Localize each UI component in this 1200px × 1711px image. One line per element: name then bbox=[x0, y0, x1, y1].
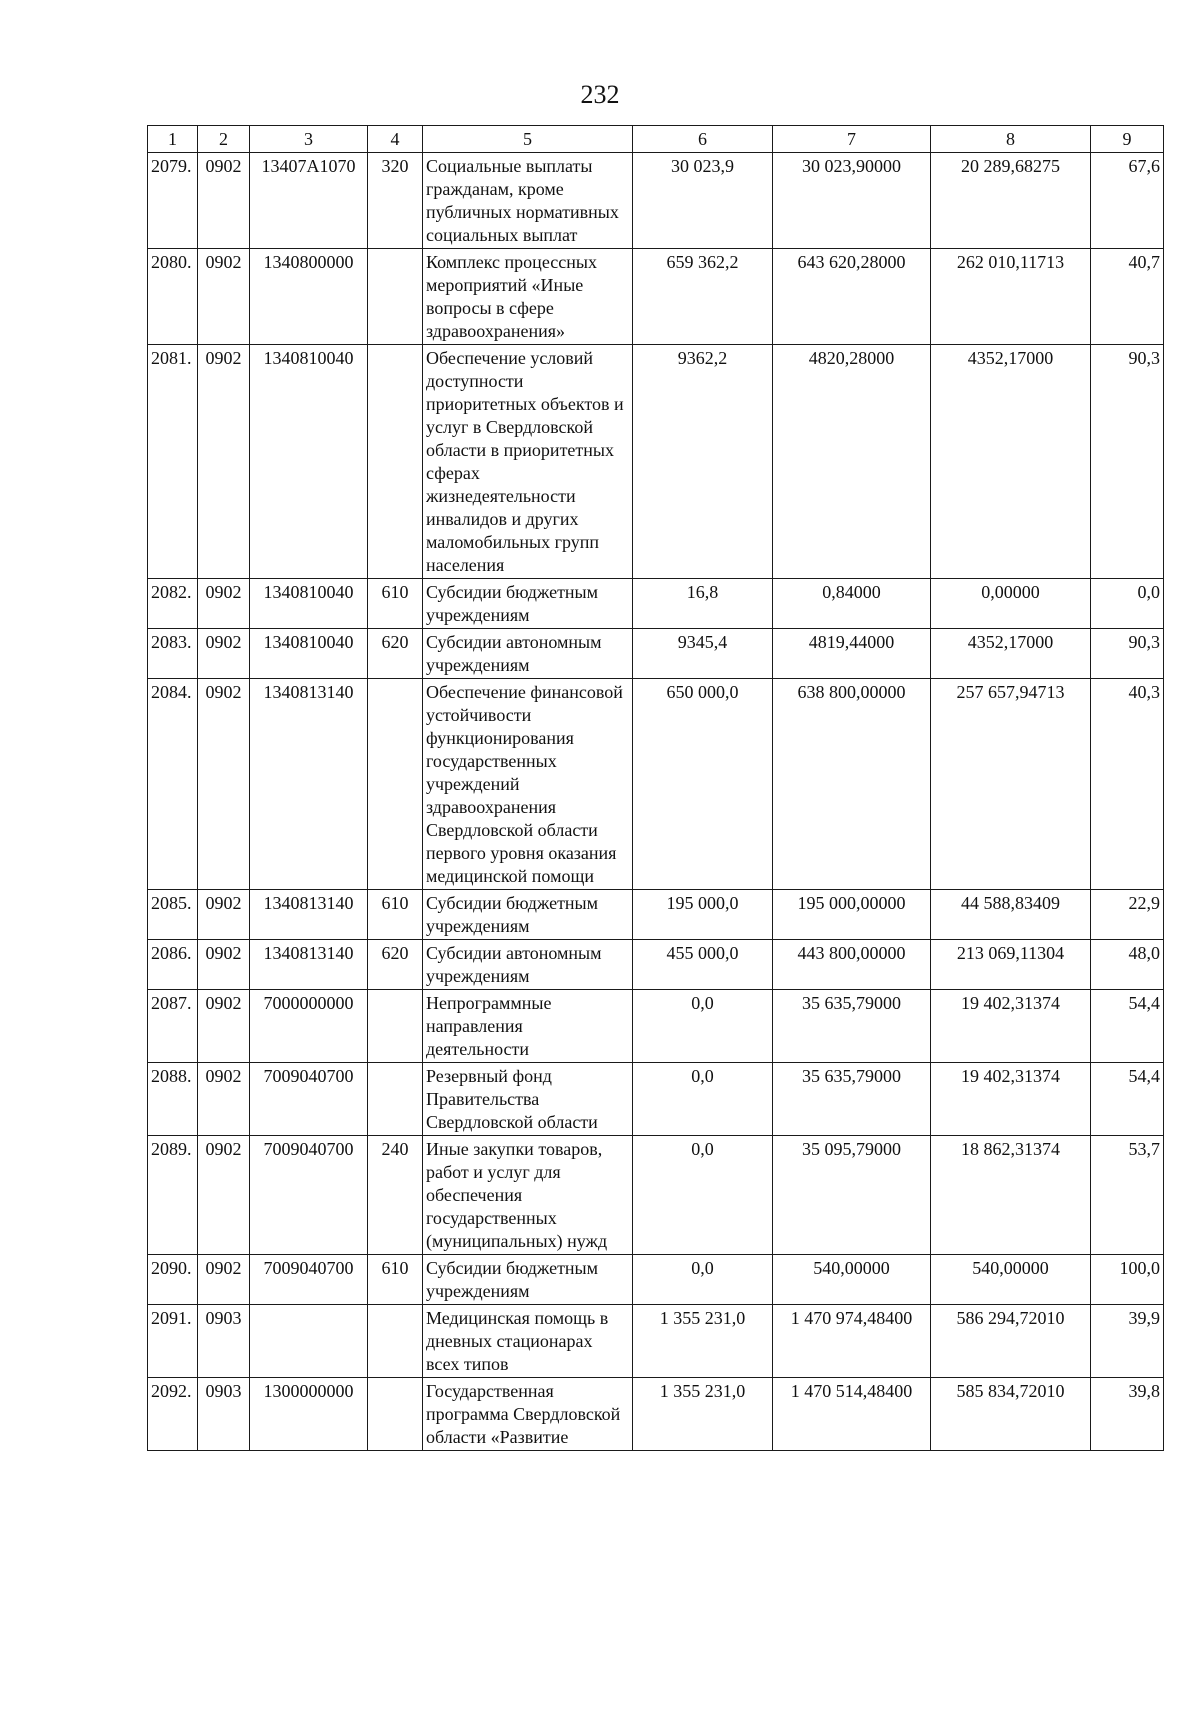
row-number: 2090. bbox=[148, 1255, 198, 1305]
row-number: 2085. bbox=[148, 890, 198, 940]
table-row bbox=[148, 679, 1164, 890]
section-code: 0902 bbox=[198, 1255, 250, 1305]
table-row bbox=[148, 1063, 1164, 1136]
column-header: 5 bbox=[423, 126, 633, 153]
item-name: Резервный фонд Правительства Свердловской области bbox=[423, 1063, 633, 1136]
column-header: 7 bbox=[773, 126, 931, 153]
value-col-7: 35 635,79000 bbox=[773, 1063, 931, 1136]
percent-col-9: 53,7 bbox=[1091, 1136, 1164, 1255]
item-name: Обеспечение финансовой устойчивости функционирования государственных учреждений здравоохранения Свердловской области первого уровня оказания медицинской помощи bbox=[423, 679, 633, 890]
value-col-7: 1 470 974,48400 bbox=[773, 1305, 931, 1378]
column-header: 4 bbox=[368, 126, 423, 153]
section-code: 0902 bbox=[198, 629, 250, 679]
value-col-6: 1 355 231,0 bbox=[633, 1378, 773, 1451]
value-col-6: 0,0 bbox=[633, 1063, 773, 1136]
target-code: 1300000000 bbox=[250, 1378, 368, 1451]
section-code: 0902 bbox=[198, 345, 250, 579]
percent-col-9: 90,3 bbox=[1091, 345, 1164, 579]
section-code: 0902 bbox=[198, 890, 250, 940]
value-col-6: 0,0 bbox=[633, 1255, 773, 1305]
item-name: Непрограммные направления деятельности bbox=[423, 990, 633, 1063]
table-row bbox=[148, 579, 1164, 629]
value-col-6: 1 355 231,0 bbox=[633, 1305, 773, 1378]
percent-col-9: 100,0 bbox=[1091, 1255, 1164, 1305]
item-name: Государственная программа Свердловской области «Развитие bbox=[423, 1378, 633, 1451]
percent-col-9: 90,3 bbox=[1091, 629, 1164, 679]
percent-col-9: 0,0 bbox=[1091, 579, 1164, 629]
value-col-7: 1 470 514,48400 bbox=[773, 1378, 931, 1451]
header-row bbox=[148, 126, 1164, 153]
item-name: Субсидии бюджетным учреждениям bbox=[423, 1255, 633, 1305]
table-row bbox=[148, 990, 1164, 1063]
section-code: 0902 bbox=[198, 940, 250, 990]
value-col-6: 9345,4 bbox=[633, 629, 773, 679]
value-col-6: 0,0 bbox=[633, 1136, 773, 1255]
expense-type-code bbox=[368, 1063, 423, 1136]
column-header: 3 bbox=[250, 126, 368, 153]
section-code: 0902 bbox=[198, 990, 250, 1063]
target-code: 7009040700 bbox=[250, 1136, 368, 1255]
percent-col-9: 48,0 bbox=[1091, 940, 1164, 990]
target-code: 1340813140 bbox=[250, 890, 368, 940]
value-col-7: 30 023,90000 bbox=[773, 153, 931, 249]
row-number: 2092. bbox=[148, 1378, 198, 1451]
value-col-8: 4352,17000 bbox=[931, 345, 1091, 579]
value-col-8: 18 862,31374 bbox=[931, 1136, 1091, 1255]
item-name: Обеспечение условий доступности приоритетных объектов и услуг в Свердловской области в приоритетных сферах жизнедеятельности инвалидов и других маломобильных групп населения bbox=[423, 345, 633, 579]
value-col-7: 195 000,00000 bbox=[773, 890, 931, 940]
percent-col-9: 39,9 bbox=[1091, 1305, 1164, 1378]
item-name: Субсидии бюджетным учреждениям bbox=[423, 579, 633, 629]
value-col-8: 586 294,72010 bbox=[931, 1305, 1091, 1378]
table-row bbox=[148, 153, 1164, 249]
value-col-6: 0,0 bbox=[633, 990, 773, 1063]
section-code: 0902 bbox=[198, 579, 250, 629]
value-col-8: 19 402,31374 bbox=[931, 990, 1091, 1063]
value-col-6: 16,8 bbox=[633, 579, 773, 629]
expense-type-code bbox=[368, 345, 423, 579]
table-row bbox=[148, 890, 1164, 940]
value-col-8: 213 069,11304 bbox=[931, 940, 1091, 990]
expense-type-code: 620 bbox=[368, 629, 423, 679]
budget-table bbox=[147, 125, 1164, 1451]
table-row bbox=[148, 1305, 1164, 1378]
value-col-8: 4352,17000 bbox=[931, 629, 1091, 679]
value-col-6: 9362,2 bbox=[633, 345, 773, 579]
target-code: 1340813140 bbox=[250, 679, 368, 890]
column-header: 1 bbox=[148, 126, 198, 153]
value-col-7: 35 635,79000 bbox=[773, 990, 931, 1063]
target-code: 7009040700 bbox=[250, 1255, 368, 1305]
value-col-7: 0,84000 bbox=[773, 579, 931, 629]
value-col-7: 638 800,00000 bbox=[773, 679, 931, 890]
row-number: 2082. bbox=[148, 579, 198, 629]
page-number: 232 bbox=[580, 80, 620, 109]
expense-type-code bbox=[368, 1378, 423, 1451]
item-name: Социальные выплаты гражданам, кроме публичных нормативных социальных выплат bbox=[423, 153, 633, 249]
section-code: 0903 bbox=[198, 1305, 250, 1378]
expense-type-code: 610 bbox=[368, 579, 423, 629]
section-code: 0902 bbox=[198, 153, 250, 249]
value-col-8: 19 402,31374 bbox=[931, 1063, 1091, 1136]
table-row bbox=[148, 629, 1164, 679]
table-row bbox=[148, 1136, 1164, 1255]
row-number: 2086. bbox=[148, 940, 198, 990]
row-number: 2089. bbox=[148, 1136, 198, 1255]
value-col-8: 44 588,83409 bbox=[931, 890, 1091, 940]
row-number: 2091. bbox=[148, 1305, 198, 1378]
value-col-7: 540,00000 bbox=[773, 1255, 931, 1305]
item-name: Субсидии автономным учреждениям bbox=[423, 629, 633, 679]
percent-col-9: 39,8 bbox=[1091, 1378, 1164, 1451]
value-col-7: 4820,28000 bbox=[773, 345, 931, 579]
expense-type-code: 320 bbox=[368, 153, 423, 249]
target-code: 1340800000 bbox=[250, 249, 368, 345]
expense-type-code bbox=[368, 990, 423, 1063]
target-code: 1340810040 bbox=[250, 345, 368, 579]
value-col-7: 643 620,28000 bbox=[773, 249, 931, 345]
value-col-8: 585 834,72010 bbox=[931, 1378, 1091, 1451]
value-col-6: 659 362,2 bbox=[633, 249, 773, 345]
row-number: 2080. bbox=[148, 249, 198, 345]
expense-type-code bbox=[368, 679, 423, 890]
item-name: Комплекс процессных мероприятий «Иные вопросы в сфере здравоохранения» bbox=[423, 249, 633, 345]
percent-col-9: 22,9 bbox=[1091, 890, 1164, 940]
value-col-6: 455 000,0 bbox=[633, 940, 773, 990]
value-col-7: 35 095,79000 bbox=[773, 1136, 931, 1255]
column-header: 2 bbox=[198, 126, 250, 153]
expense-type-code bbox=[368, 249, 423, 345]
section-code: 0902 bbox=[198, 1136, 250, 1255]
percent-col-9: 54,4 bbox=[1091, 990, 1164, 1063]
item-name: Медицинская помощь в дневных стационарах всех типов bbox=[423, 1305, 633, 1378]
section-code: 0902 bbox=[198, 249, 250, 345]
expense-type-code: 240 bbox=[368, 1136, 423, 1255]
expense-type-code bbox=[368, 1305, 423, 1378]
column-header: 9 bbox=[1091, 126, 1164, 153]
percent-col-9: 67,6 bbox=[1091, 153, 1164, 249]
expense-type-code: 610 bbox=[368, 890, 423, 940]
value-col-8: 20 289,68275 bbox=[931, 153, 1091, 249]
percent-col-9: 40,3 bbox=[1091, 679, 1164, 890]
value-col-8: 257 657,94713 bbox=[931, 679, 1091, 890]
section-code: 0903 bbox=[198, 1378, 250, 1451]
percent-col-9: 40,7 bbox=[1091, 249, 1164, 345]
target-code: 7000000000 bbox=[250, 990, 368, 1063]
row-number: 2084. bbox=[148, 679, 198, 890]
table-body bbox=[148, 153, 1164, 1451]
table-row bbox=[148, 249, 1164, 345]
target-code: 1340813140 bbox=[250, 940, 368, 990]
item-name: Субсидии автономным учреждениям bbox=[423, 940, 633, 990]
section-code: 0902 bbox=[198, 1063, 250, 1136]
target-code: 7009040700 bbox=[250, 1063, 368, 1136]
value-col-6: 30 023,9 bbox=[633, 153, 773, 249]
item-name: Иные закупки товаров, работ и услуг для обеспечения государственных (муниципальных) нужд bbox=[423, 1136, 633, 1255]
expense-type-code: 610 bbox=[368, 1255, 423, 1305]
target-code bbox=[250, 1305, 368, 1378]
value-col-6: 195 000,0 bbox=[633, 890, 773, 940]
value-col-8: 262 010,11713 bbox=[931, 249, 1091, 345]
value-col-8: 540,00000 bbox=[931, 1255, 1091, 1305]
target-code: 1340810040 bbox=[250, 629, 368, 679]
row-number: 2081. bbox=[148, 345, 198, 579]
table-row bbox=[148, 940, 1164, 990]
value-col-6: 650 000,0 bbox=[633, 679, 773, 890]
value-col-7: 443 800,00000 bbox=[773, 940, 931, 990]
section-code: 0902 bbox=[198, 679, 250, 890]
row-number: 2087. bbox=[148, 990, 198, 1063]
table-row bbox=[148, 1255, 1164, 1305]
column-header: 6 bbox=[633, 126, 773, 153]
target-code: 1340810040 bbox=[250, 579, 368, 629]
value-col-8: 0,00000 bbox=[931, 579, 1091, 629]
column-header: 8 bbox=[931, 126, 1091, 153]
table-row bbox=[148, 1378, 1164, 1451]
percent-col-9: 54,4 bbox=[1091, 1063, 1164, 1136]
row-number: 2083. bbox=[148, 629, 198, 679]
expense-type-code: 620 bbox=[368, 940, 423, 990]
item-name: Субсидии бюджетным учреждениям bbox=[423, 890, 633, 940]
value-col-7: 4819,44000 bbox=[773, 629, 931, 679]
target-code: 13407A1070 bbox=[250, 153, 368, 249]
row-number: 2079. bbox=[148, 153, 198, 249]
row-number: 2088. bbox=[148, 1063, 198, 1136]
table-row bbox=[148, 345, 1164, 579]
